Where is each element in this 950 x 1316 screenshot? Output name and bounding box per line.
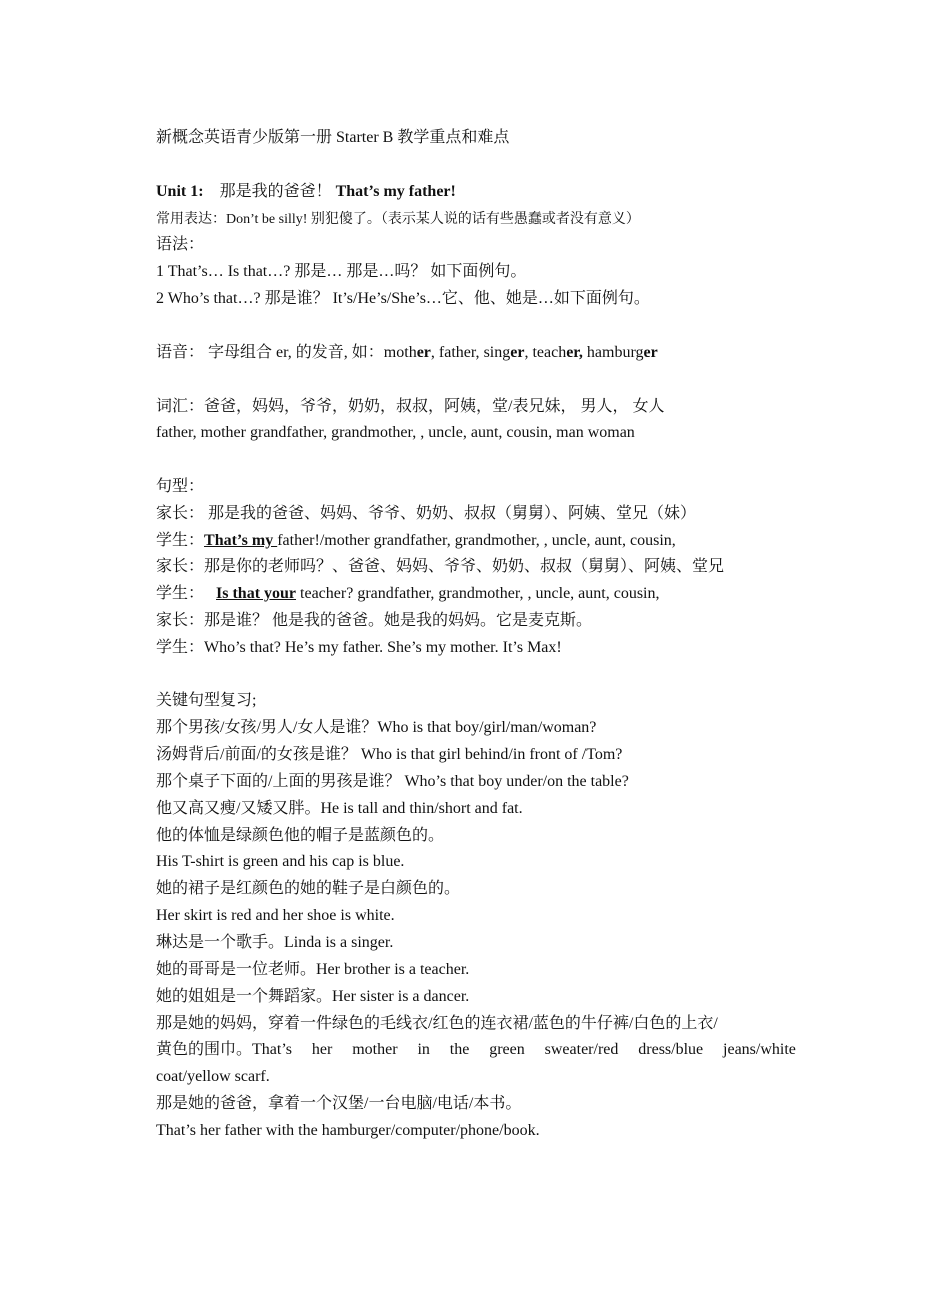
review-long-line-3: coat/yellow scarf. (156, 1068, 270, 1085)
phonics-prefix: 语音： 字母组合 er, 的发音, 如： (156, 344, 384, 361)
review-father-en: That’s her father with the hamburger/computer/phone/book. (156, 1122, 540, 1139)
review-line: 他又高又瘦/又矮又胖。He is tall and thin/short and fat. (156, 800, 523, 817)
phonics-word-singer: singer (483, 344, 525, 361)
vocab-cn: 词汇：爸爸，妈妈，爷爷，奶奶，叔叔，阿姨，堂/表兄妹， 男人， 女人 (156, 398, 665, 415)
review-long-line-2: 黄色的围巾。That’s her mother in the green sweater/red dress/blue jeans/white (156, 1041, 796, 1058)
grammar-item-2: 2 Who’s that…? 那是谁？ It’s/He’s/She’s…它、他、她是…如下面例句。 (156, 290, 650, 307)
review-line: 她的姐姐是一个舞蹈家。Her sister is a dancer. (156, 988, 470, 1005)
review-line: 她的哥哥是一位老师。Her brother is a teacher. (156, 961, 470, 978)
phonics-word-hamburger: hamburger (586, 344, 658, 361)
common-expression: 常用表达：Don’t be silly! 别犯傻了。（表示某人说的话有些愚蠢或者没有意义） (156, 212, 640, 227)
phonics-line: 语音： 字母组合 er, 的发音, 如：mother, father, singer, teacher, hamburger (156, 344, 658, 361)
unit-title-cn: 那是我的爸爸！ (219, 183, 332, 200)
review-father-cn: 那是她的爸爸，拿着一个汉堡/一台电脑/电话/本书。 (156, 1095, 522, 1112)
grammar-item-1: 1 That’s… Is that…? 那是… 那是…吗？ 如下面例句。 (156, 263, 527, 280)
review-line: 那个桌子下面的/上面的男孩是谁？ Who’s that boy under/on the table? (156, 773, 629, 790)
unit-label: Unit 1: (156, 183, 204, 200)
underlined-phrase: That’s my (204, 532, 278, 549)
phonics-word-mother: mother (383, 344, 431, 361)
review-line: 汤姆背后/前面/的女孩是谁？ Who is that girl behind/in front of /Tom? (156, 746, 623, 763)
review-line: 他的体恤是绿颜色他的帽子是蓝颜色的。 (156, 827, 445, 844)
review-heading: 关键句型复习; (156, 692, 257, 709)
pattern-student-3: 学生：Who’s that? He’s my father. She’s my mother. It’s Max! (156, 639, 562, 656)
review-line: 琳达是一个歌手。Linda is a singer. (156, 934, 394, 951)
patterns-heading: 句型： (156, 478, 205, 495)
phonics-word-teacher: teacher, (532, 344, 583, 361)
unit-title-en: That’s my father! (335, 183, 456, 200)
pattern-parent-1: 家长： 那是我的爸爸、妈妈、爷爷、奶奶、叔叔（舅舅）、阿姨、堂兄（妹） (156, 505, 697, 522)
review-long-line-1: 那是她的妈妈，穿着一件绿色的毛线衣/红色的连衣裙/蓝色的牛仔裤/白色的上衣/ (156, 1015, 718, 1032)
pattern-parent-2: 家长：那是你的老师吗？、爸爸、妈妈、爷爷、奶奶、叔叔（舅舅）、阿姨、堂兄 (156, 558, 725, 575)
pattern-student-1: 学生：That’s my father!/mother grandfather, grandmother, , uncle, aunt, cousin, (156, 532, 676, 549)
review-line: Her skirt is red and her shoe is white. (156, 907, 395, 924)
underlined-phrase: Is that your (216, 585, 297, 602)
review-line: 她的裙子是红颜色的她的鞋子是白颜色的。 (156, 880, 461, 897)
review-line: 那个男孩/女孩/男人/女人是谁？Who is that boy/girl/man/woman? (156, 719, 597, 736)
pattern-parent-3: 家长：那是谁？ 他是我的爸爸。她是我的妈妈。它是麦克斯。 (156, 612, 593, 629)
vocab-en: father, mother grandfather, grandmother, , uncle, aunt, cousin, man woman (156, 424, 635, 441)
pattern-student-2: 学生： Is that your teacher? grandfather, grandmother, , uncle, aunt, cousin, (156, 585, 660, 602)
grammar-heading: 语法： (156, 236, 205, 253)
review-line: His T-shirt is green and his cap is blue. (156, 853, 405, 870)
document-title: 新概念英语青少版第一册 Starter B 教学重点和难点 (156, 129, 510, 146)
unit-heading (156, 182, 456, 202)
